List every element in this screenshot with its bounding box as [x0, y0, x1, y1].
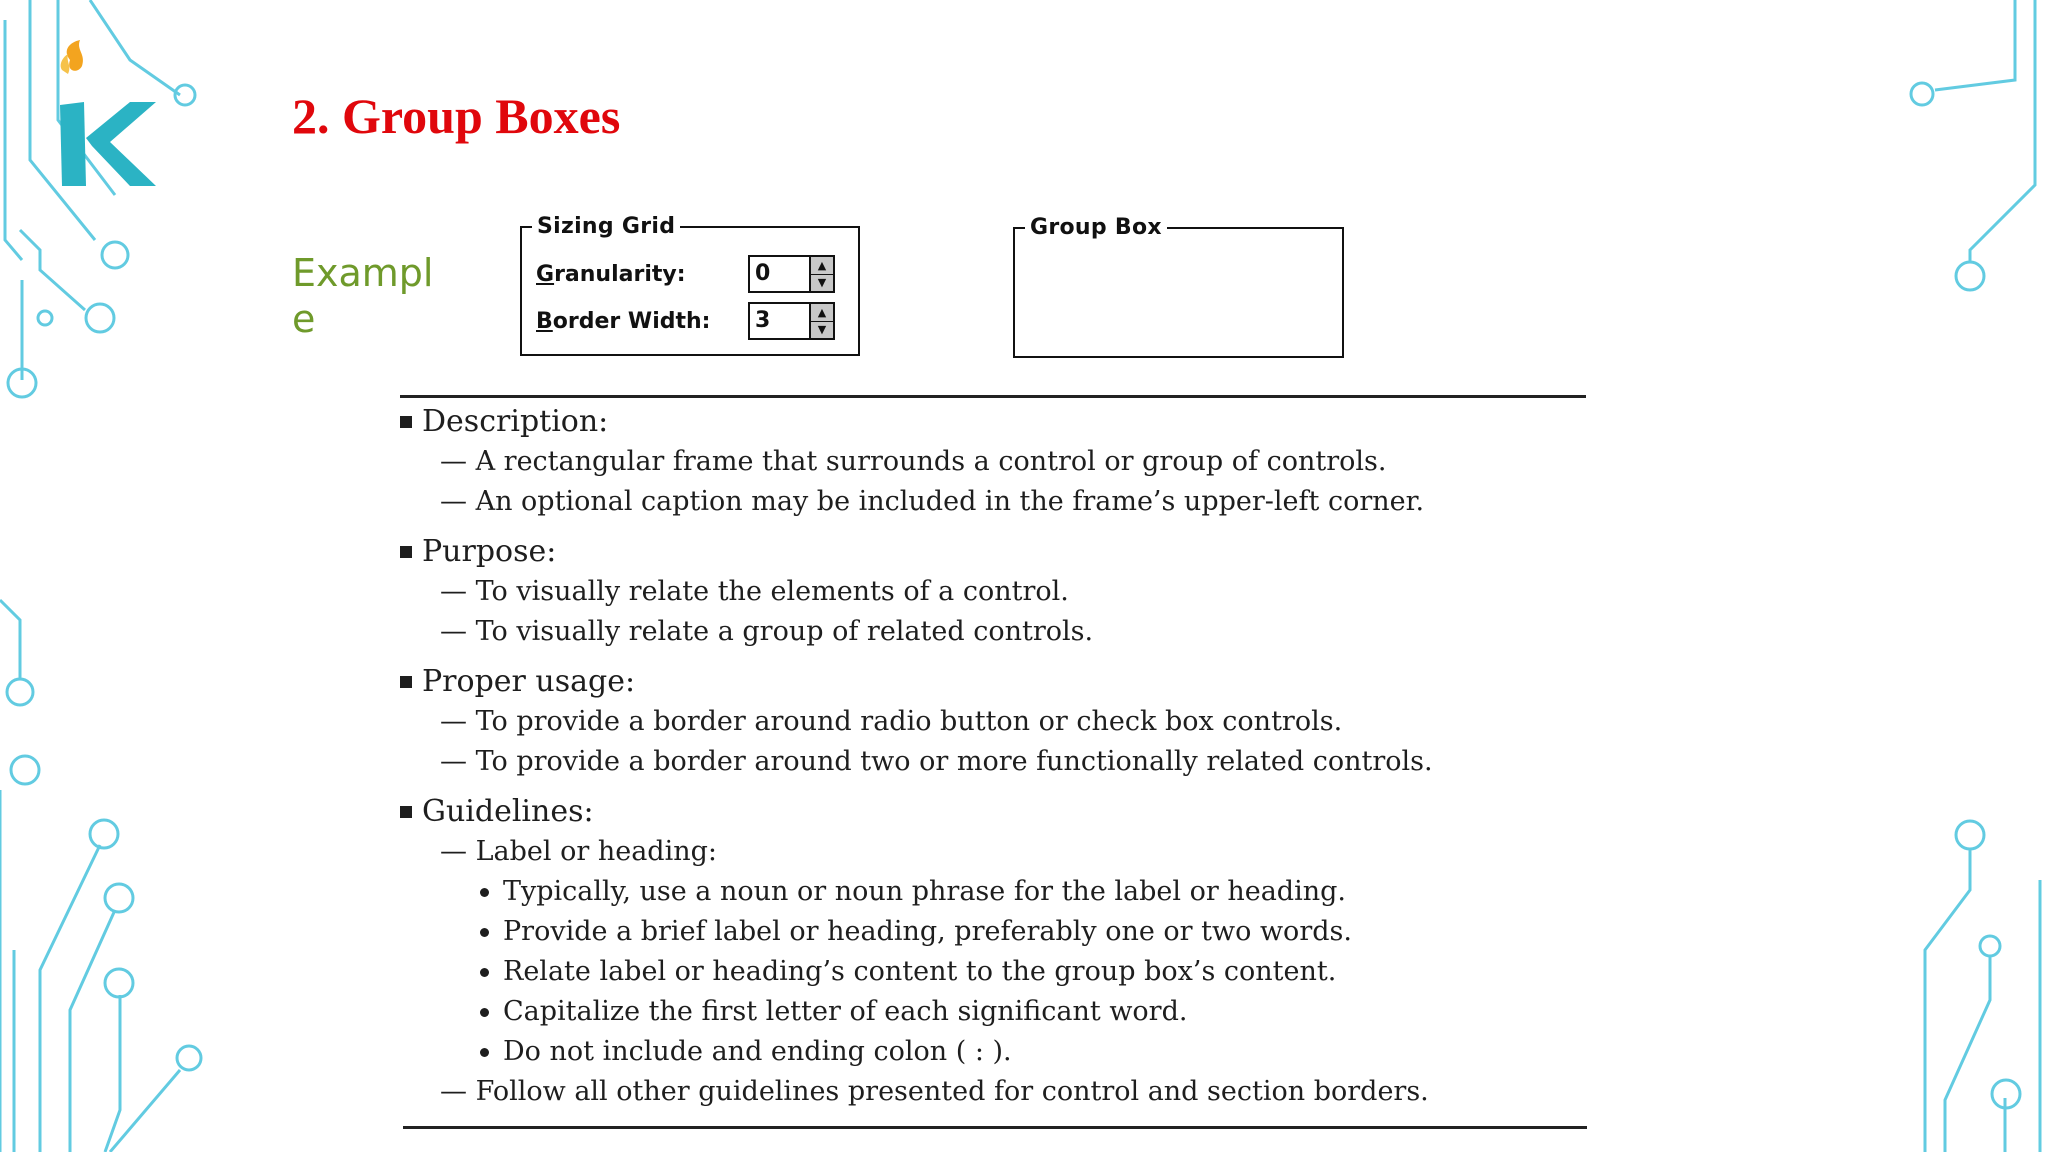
square-bullet-icon — [400, 676, 412, 688]
border-width-label: Border Width: — [536, 308, 711, 334]
label-heading-item: — Label or heading: — [440, 836, 717, 867]
group-box-caption: Sizing Grid — [532, 214, 680, 240]
granularity-row — [536, 254, 835, 294]
description-heading: Description: — [400, 402, 1600, 442]
sizing-grid-group-box — [520, 214, 860, 356]
granularity-label: Granularity: — [536, 261, 686, 287]
guideline-bullet: Provide a brief label or heading, preferably one or two words. — [400, 912, 1600, 952]
border-width-spinner[interactable] — [748, 302, 835, 340]
description-item: — A rectangular frame that surrounds a control or group of controls. — [440, 446, 1387, 477]
guideline-bullet: Do not include and ending colon ( : ). — [400, 1032, 1600, 1072]
example-label: Exampl e — [292, 251, 434, 341]
spinner-arrows[interactable] — [809, 257, 833, 291]
proper-usage-item: — To provide a border around two or more functionally related controls. — [440, 746, 1433, 777]
bullet-dot-icon — [480, 888, 489, 897]
plain-group-box — [1013, 215, 1344, 358]
spinner-arrows[interactable] — [809, 304, 833, 338]
granularity-value[interactable]: 0 — [750, 257, 809, 291]
description-item: — An optional caption may be included in the frame’s upper-left corner. — [440, 486, 1425, 517]
purpose-item: — To visually relate the elements of a control. — [440, 576, 1069, 607]
group-box-caption: Group Box — [1025, 215, 1167, 241]
border-width-value[interactable]: 3 — [750, 304, 809, 338]
top-divider — [400, 395, 1586, 398]
brand-logo — [52, 40, 162, 190]
square-bullet-icon — [400, 416, 412, 428]
group-box-guidelines — [400, 402, 1600, 1112]
purpose-heading: Purpose: — [400, 532, 1600, 572]
spin-up-icon[interactable]: ▲ — [817, 258, 827, 272]
proper-usage-item: — To provide a border around radio button or check box controls. — [440, 706, 1343, 737]
bullet-dot-icon — [480, 1048, 489, 1057]
square-bullet-icon — [400, 546, 412, 558]
spin-down-icon[interactable]: ▼ — [811, 274, 833, 292]
guideline-bullet: Capitalize the first letter of each significant word. — [400, 992, 1600, 1032]
granularity-spinner[interactable] — [748, 255, 835, 293]
guideline-bullet: Relate label or heading’s content to the group box’s content. — [400, 952, 1600, 992]
spin-down-icon[interactable]: ▼ — [811, 321, 833, 339]
square-bullet-icon — [400, 806, 412, 818]
guidelines-heading: Guidelines: — [400, 792, 1600, 832]
slide-title: 2. Group Boxes — [292, 88, 621, 144]
bullet-dot-icon — [480, 1008, 489, 1017]
final-guideline-item: — Follow all other guidelines presented for control and section borders. — [440, 1076, 1429, 1107]
guideline-bullet: Typically, use a noun or noun phrase for the label or heading. — [400, 872, 1600, 912]
bottom-divider — [403, 1126, 1587, 1129]
bullet-dot-icon — [480, 968, 489, 977]
bullet-dot-icon — [480, 928, 489, 937]
spin-up-icon[interactable]: ▲ — [817, 305, 827, 319]
proper-usage-heading: Proper usage: — [400, 662, 1600, 702]
border-width-row — [536, 301, 835, 341]
purpose-item: — To visually relate a group of related controls. — [440, 616, 1094, 647]
